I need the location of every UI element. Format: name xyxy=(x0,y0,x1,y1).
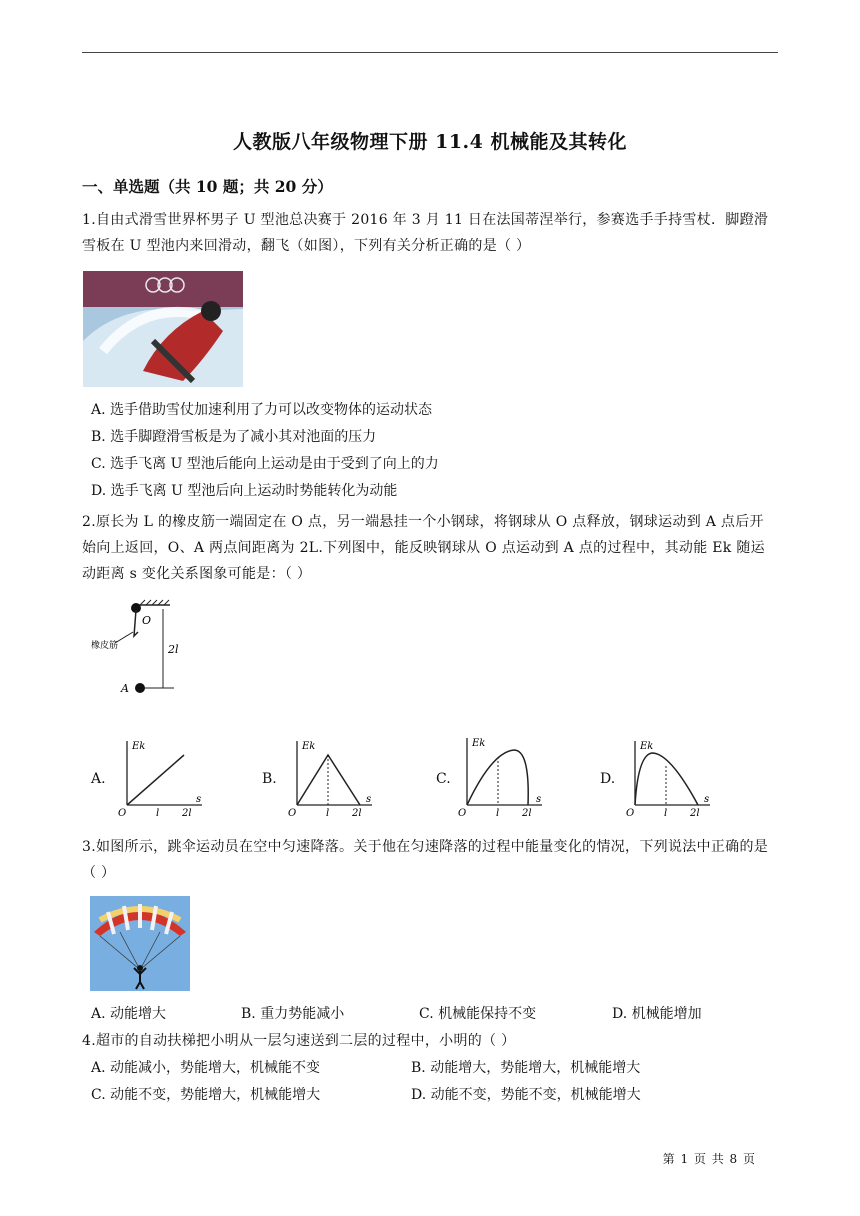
header-rule xyxy=(82,52,778,53)
q2-option-d[interactable]: D. xyxy=(600,771,616,787)
q2-option-b[interactable]: B. xyxy=(262,771,277,787)
q4-stem: 4.超市的自动扶梯把小明从一层匀速送到二层的过程中，小明的（ ） xyxy=(82,1033,516,1049)
page-number: 第 1 页 共 8 页 xyxy=(662,1152,756,1166)
parachutist-photo xyxy=(90,896,190,991)
rubber-band-diagram xyxy=(88,596,188,698)
svg-text:2l: 2l xyxy=(182,808,192,819)
svg-text:Ek: Ek xyxy=(302,741,316,752)
page-title: 人教版八年级物理下册 11.4 机械能及其转化 xyxy=(232,131,627,153)
q1-stem: 1.自由式滑雪世界杯男子 U 型池总决赛于 2016 年 3 月 11 日在法国蒂涅举行，参赛选手手持雪杖．脚蹬滑雪板在 U 型池内来回滑动，翻飞（如图），下列有关分析正确的是（ ） xyxy=(82,212,769,254)
svg-text:s: s xyxy=(536,794,542,805)
graph-c[interactable] xyxy=(452,730,550,819)
q4-option-a[interactable]: A. 动能减小，势能增大，机械能不变 xyxy=(91,1060,321,1076)
svg-text:O: O xyxy=(118,808,127,819)
point-o-label: O xyxy=(142,614,152,627)
q3-stem: 3.如图所示，跳伞运动员在空中匀速降落。关于他在匀速降落的过程中能量变化的情况，下列说法中正确的是（ ） xyxy=(82,839,769,881)
svg-text:l: l xyxy=(496,808,500,819)
svg-text:Ek: Ek xyxy=(640,741,654,752)
graph-a[interactable] xyxy=(112,733,210,819)
q2-option-a[interactable]: A. xyxy=(91,771,106,787)
svg-text:s: s xyxy=(196,794,202,805)
q2-option-c[interactable]: C. xyxy=(436,771,451,787)
svg-text:O: O xyxy=(626,808,635,819)
q2-stem: 2.原长为 L 的橡皮筋一端固定在 O 点，另一端悬挂一个小钢球，将钢球从 O 点释放，钢球运动到 A 点后开始向上返回，O、A 两点间距离为 2L.下列图中，能反映钢球从 O 点运动到 A 点的过程中，其动能 Ek 随运动距离 s 变化关系图象可能是：（ ） xyxy=(82,514,765,582)
svg-text:2l: 2l xyxy=(352,808,362,819)
svg-text:O: O xyxy=(458,808,467,819)
svg-text:Ek: Ek xyxy=(472,738,486,749)
point-a-label: A xyxy=(121,682,129,695)
q1-option-b[interactable]: B. 选手脚蹬滑雪板是为了减小其对池面的压力 xyxy=(91,429,377,445)
q4-option-c[interactable]: C. 动能不变，势能增大，机械能增大 xyxy=(91,1087,321,1103)
q1-option-c[interactable]: C. 选手飞离 U 型池后能向上运动是由于受到了向上的力 xyxy=(91,456,439,472)
svg-text:s: s xyxy=(366,794,372,805)
svg-text:Ek: Ek xyxy=(132,741,146,752)
section-heading: 一、单选题（共 10 题；共 20 分） xyxy=(82,177,333,196)
q1-option-d[interactable]: D. 选手飞离 U 型池后向上运动时势能转化为动能 xyxy=(91,483,398,499)
q1-option-a[interactable]: A. 选手借助雪仗加速利用了力可以改变物体的运动状态 xyxy=(91,402,433,418)
svg-text:l: l xyxy=(156,808,160,819)
graph-d[interactable] xyxy=(620,733,718,819)
svg-text:2l: 2l xyxy=(522,808,532,819)
svg-text:l: l xyxy=(326,808,330,819)
q3-option-a[interactable]: A. 动能增大 xyxy=(91,1006,167,1022)
rubber-band-label: 橡皮筋 xyxy=(91,641,119,651)
q4-option-d[interactable]: D. 动能不变，势能不变，机械能增大 xyxy=(411,1087,641,1103)
q3-option-d[interactable]: D. 机械能增加 xyxy=(612,1006,702,1022)
graph-b[interactable] xyxy=(282,733,380,819)
distance-label: 2l xyxy=(168,643,179,656)
q3-option-b[interactable]: B. 重力势能减小 xyxy=(241,1006,345,1022)
q4-option-b[interactable]: B. 动能增大，势能增大，机械能增大 xyxy=(411,1060,641,1076)
svg-text:s: s xyxy=(704,794,710,805)
svg-text:l: l xyxy=(664,808,668,819)
svg-text:2l: 2l xyxy=(690,808,700,819)
svg-text:O: O xyxy=(288,808,297,819)
q3-option-c[interactable]: C. 机械能保持不变 xyxy=(419,1006,537,1022)
snowboarder-photo xyxy=(83,271,243,387)
